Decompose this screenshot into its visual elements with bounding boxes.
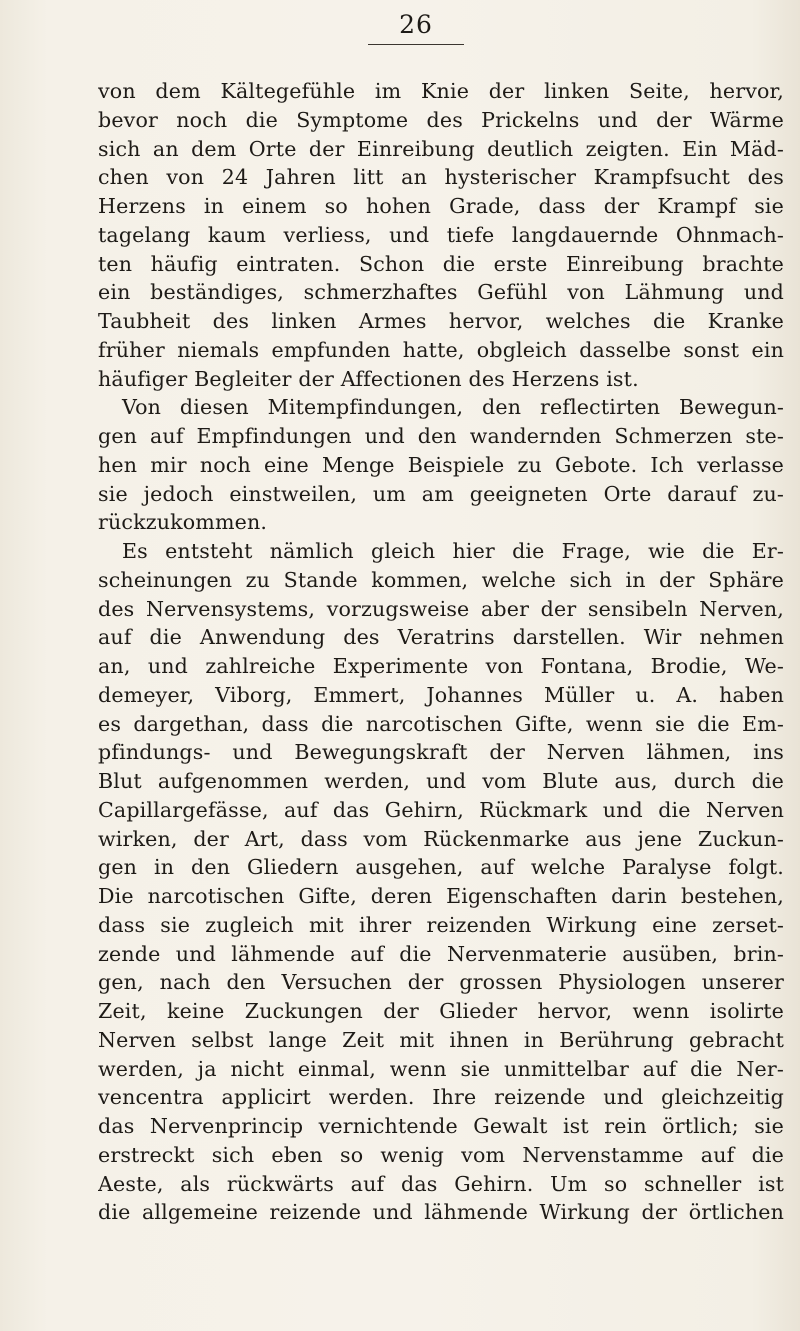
text-line: scheinungen zu Stande kommen, welche sich in der Sphäre [98,567,784,592]
text-line: vencentra applicirt werden. Ihre reizende und gleichzeitig [98,1085,784,1110]
text-line: es dargethan, dass die narcotischen Gifte, wenn sie die Em- [98,711,784,736]
text-line: zende und lähmende auf die Nervenmaterie ausüben, brin- [98,941,784,966]
page-number-rule [368,44,464,45]
text-line: Es entsteht nämlich gleich hier die Frage, wie die Er- [122,539,784,563]
text-line: demeyer, Viborg, Emmert, Johannes Müller u. A. haben [98,682,784,707]
text-line: erstreckt sich eben so wenig vom Nervenstamme auf die [98,1142,784,1167]
text-line: an, und zahlreiche Experimente von Fontana, Brodie, We- [98,654,784,678]
text-line: hen mir noch eine Menge Beispiele zu Gebote. Ich verlasse [98,452,784,477]
text-line: Nerven selbst lange Zeit mit ihnen in Berührung gebracht [98,1027,784,1052]
body-text [98,77,784,1227]
text-line: chen von 24 Jahren litt an hysterischer Krampfsucht des [98,165,784,190]
text-line: sie jedoch einstweilen, um am geeigneten Orte darauf zu- [98,481,784,506]
text-line: ein beständiges, schmerzhaftes Gefühl von Lähmung und [98,280,784,305]
text-line: die allgemeine reizende und lähmende Wirkung der örtlichen [98,1200,784,1225]
text-line: das Nervenprincip vernichtende Gewalt ist rein örtlich; sie [98,1114,784,1138]
text-line: Von diesen Mitempfindungen, den reflectirten Bewegun- [122,395,784,420]
text-line: Taubheit des linken Armes hervor, welches die Kranke [98,309,784,333]
text-line: Herzens in einem so hohen Grade, dass der Krampf sie [98,194,784,218]
text-line: gen in den Gliedern ausgehen, auf welche Paralyse folgt. [98,855,784,880]
text-line: gen auf Empfindungen und den wandernden Schmerzen ste- [98,424,784,448]
text-line: gen, nach den Versuchen der grossen Physiologen unserer [98,970,784,995]
text-line: Blut aufgenommen werden, und vom Blute aus, durch die [98,769,784,793]
text-line: rückzukommen. [98,510,268,535]
text-line: ten häufig eintraten. Schon die erste Einreibung brachte [98,251,784,276]
page-number: 26 [399,10,433,39]
text-line: dass sie zugleich mit ihrer reizenden Wirkung eine zerset- [98,912,784,937]
text-line: häufiger Begleiter der Affectionen des Herzens ist. [98,366,639,391]
text-line: bevor noch die Symptome des Prickelns und der Wärme [98,107,784,132]
text-line: von dem Kältegefühle im Knie der linken Seite, hervor, [98,79,784,103]
text-line: Capillargefässe, auf das Gehirn, Rückmark und die Nerven [98,797,784,822]
text-line: früher niemals empfunden hatte, obgleich dasselbe sonst ein [98,337,784,362]
text-line: des Nervensystems, vorzugsweise aber der sensibeln Nerven, [98,596,784,621]
text-line: auf die Anwendung des Veratrins darstellen. Wir nehmen [98,625,784,650]
text-line: pfindungs- und Bewegungskraft der Nerven lähmen, ins [98,740,784,765]
text-line: sich an dem Orte der Einreibung deutlich zeigten. Ein Mäd- [98,136,784,161]
text-line: tagelang kaum verliess, und tiefe langdauernde Ohnmach- [98,222,784,247]
text-line: Zeit, keine Zuckungen der Glieder hervor, wenn isolirte [98,999,784,1023]
text-line: Aeste, als rückwärts auf das Gehirn. Um so schneller ist [98,1171,784,1196]
text-line: Die narcotischen Gifte, deren Eigenschaften darin bestehen, [98,884,784,908]
text-line: werden, ja nicht einmal, wenn sie unmittelbar auf die Ner- [98,1056,784,1081]
text-line: wirken, der Art, dass vom Rückenmarke aus jene Zuckun- [98,826,784,851]
